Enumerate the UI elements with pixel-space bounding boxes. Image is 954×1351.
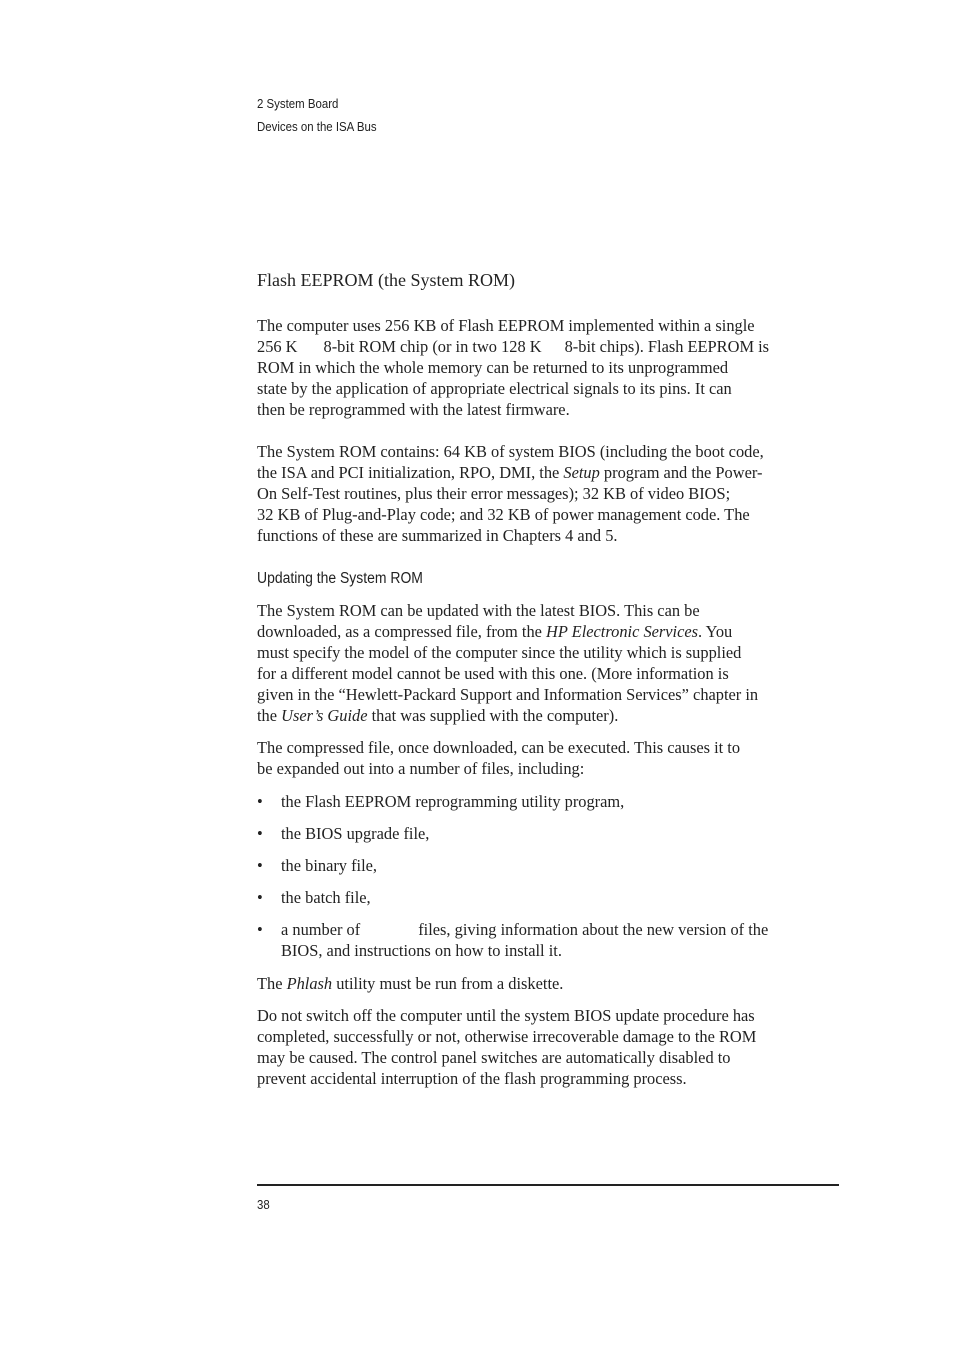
bullet-icon: • [257, 856, 263, 875]
text-line: 32 KB of Plug-and-Play code; and 32 KB of power management code. The [257, 505, 750, 524]
paragraph-compressed-file [257, 737, 841, 779]
text-line [257, 336, 841, 357]
page-number: 38 [257, 1197, 270, 1212]
text-line: functions of these are summarized in Chapters 4 and 5. [257, 526, 618, 545]
text-span: downloaded, as a compressed file, from the [257, 622, 547, 641]
section-heading: Flash EEPROM (the System ROM) [257, 270, 516, 290]
text-span: that was supplied with the computer). [367, 706, 619, 725]
text-span: program and the Power- [599, 463, 763, 482]
text-span: the ISA and PCI initialization, RPO, DMI, the [257, 463, 564, 482]
paragraph-warning [257, 1005, 841, 1089]
file-list [257, 791, 841, 972]
text-line: The System ROM contains: 64 KB of system BIOS (including the boot code, [257, 442, 764, 461]
running-header-section: Devices on the ISA Bus [257, 119, 377, 134]
text-span: The [257, 974, 287, 993]
text-italic: Phlash [286, 974, 333, 993]
list-item-text: BIOS, and instructions on how to install it. [281, 941, 562, 960]
text-italic: User’s Guide [281, 706, 368, 725]
bullet-icon: • [257, 824, 263, 843]
subsection-heading: Updating the System ROM [257, 570, 423, 587]
text-line [257, 705, 841, 726]
paragraph-update-intro [257, 600, 841, 726]
text-line: completed, successfully or not, otherwise irrecoverable damage to the ROM [257, 1027, 757, 1046]
paragraph-rom-contents [257, 441, 841, 546]
text-line: The compressed file, once downloaded, can be executed. This causes it to [257, 738, 741, 757]
text-span: utility must be run from a diskette. [332, 974, 564, 993]
text-line: Do not switch off the computer until the system BIOS update procedure has [257, 1006, 755, 1025]
list-item [257, 887, 841, 908]
text-line: On Self-Test routines, plus their error messages); 32 KB of video BIOS; [257, 484, 731, 503]
list-item-text: the Flash EEPROM reprogramming utility program, [281, 792, 625, 811]
text-span: 8-bit ROM chip (or in two 128 K [323, 337, 542, 356]
text-span: 256 K [257, 337, 298, 356]
text-span: 8-bit chips). Flash EEPROM is [564, 337, 770, 356]
text-line [257, 973, 841, 994]
text-line: given in the “Hewlett-Packard Support and Information Services” chapter in [257, 685, 759, 704]
text-italic: Setup [563, 463, 600, 482]
running-header-chapter: 2 System Board [257, 96, 339, 111]
text-line: The System ROM can be updated with the latest BIOS. This can be [257, 601, 700, 620]
text-span: . You [698, 622, 733, 641]
list-item [257, 791, 841, 812]
bullet-icon: • [257, 888, 263, 907]
list-item-text: the BIOS upgrade file, [281, 824, 430, 843]
list-item-text: the batch file, [281, 888, 371, 907]
text-line [257, 462, 841, 483]
text-line: be expanded out into a number of files, including: [257, 759, 585, 778]
text-line: ROM in which the whole memory can be returned to its unprogrammed [257, 358, 729, 377]
text-line: The computer uses 256 KB of Flash EEPROM implemented within a single [257, 316, 755, 335]
footer-rule [257, 1184, 839, 1186]
text-line: then be reprogrammed with the latest firmware. [257, 400, 570, 419]
text-line: prevent accidental interruption of the flash programming process. [257, 1069, 687, 1088]
text-line: must specify the model of the computer since the utility which is supplied [257, 643, 742, 662]
text-span: the [257, 706, 282, 725]
bullet-icon: • [257, 792, 263, 811]
list-item-text: the binary file, [281, 856, 378, 875]
list-item [257, 855, 841, 876]
list-item [257, 823, 841, 844]
text-line [257, 621, 841, 642]
list-item-text: a number of [281, 920, 361, 939]
paragraph-phlash [257, 973, 841, 994]
text-line: may be caused. The control panel switches are automatically disabled to [257, 1048, 731, 1067]
list-item-text: files, giving information about the new version of the [418, 920, 769, 939]
bullet-icon: • [257, 920, 263, 939]
paragraph-flash-intro [257, 315, 841, 420]
text-line: state by the application of appropriate electrical signals to its pins. It can [257, 379, 732, 398]
list-item [257, 919, 841, 961]
text-line: for a different model cannot be used with this one. (More information is [257, 664, 729, 683]
text-italic: HP Electronic Services [546, 622, 699, 641]
